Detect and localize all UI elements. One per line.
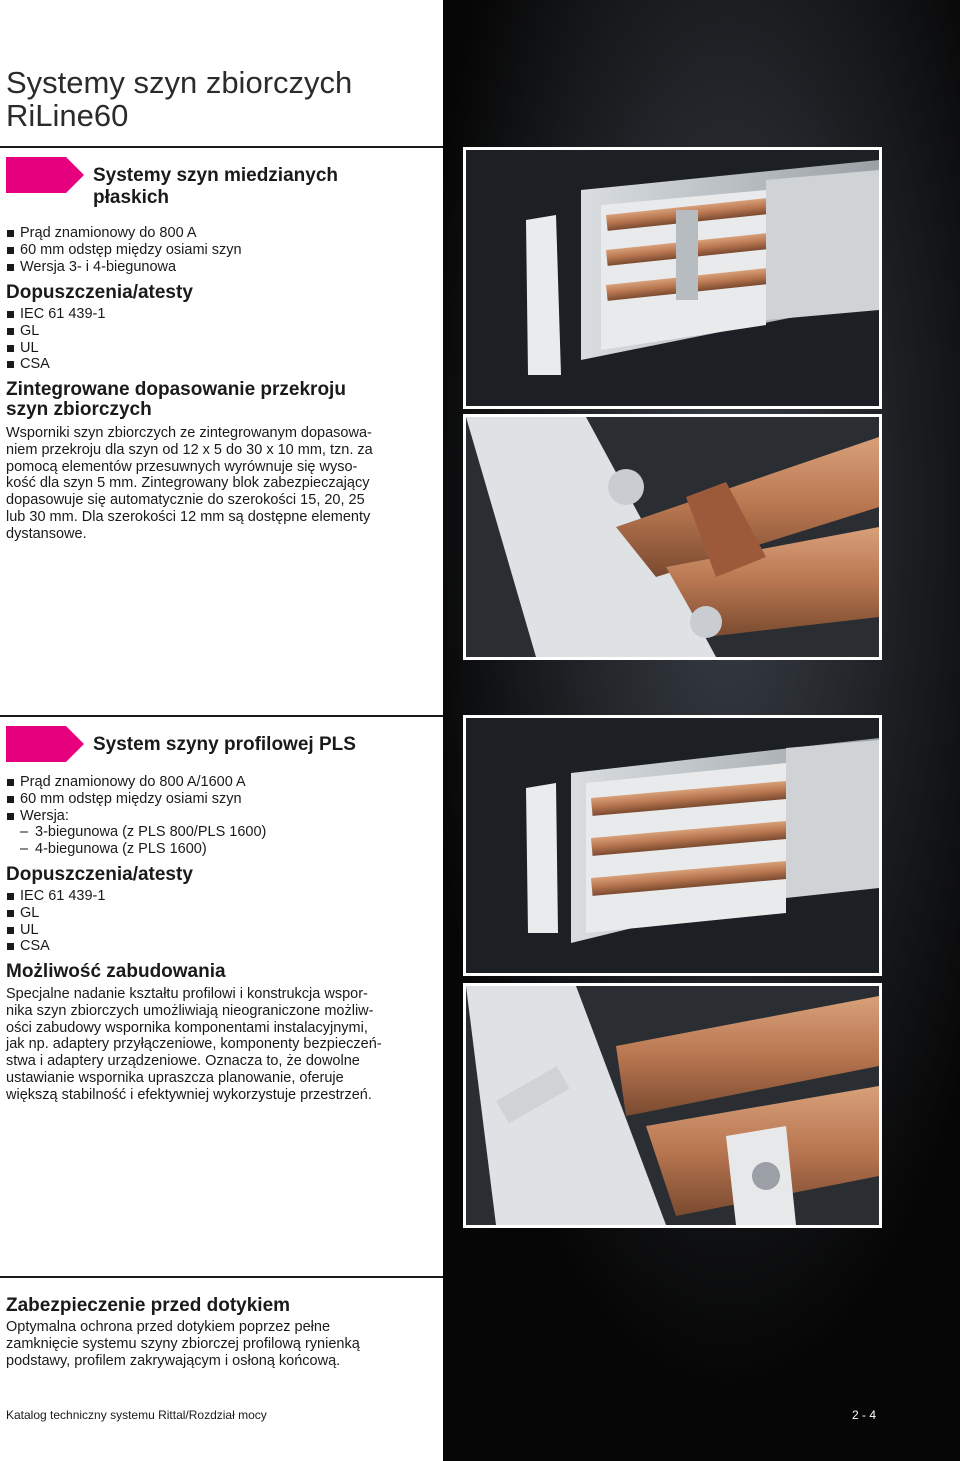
list-item: IEC 61 439-1 (6, 888, 105, 905)
list-item: GL (6, 905, 105, 922)
section2-heading: System szyny profilowej PLS (93, 734, 356, 755)
section2-feature-list (6, 774, 246, 824)
list-item: Prąd znamionowy do 800 A/1600 A (6, 774, 246, 791)
list-item: – 3-biegunowa (z PLS 800/PLS 1600) (6, 824, 266, 841)
list-item: IEC 61 439-1 (6, 306, 105, 323)
page-title: Systemy szyn zbiorczych RiLine60 (6, 65, 353, 133)
section2-mount-heading: Możliwość zabudowania (6, 961, 226, 982)
list-item: – 4-biegunowa (z PLS 1600) (6, 841, 266, 858)
section1-approvals-heading: Dopuszczenia/atesty (6, 282, 193, 303)
section-divider (0, 715, 443, 717)
section3-heading: Zabezpieczenie przed dotykiem (6, 1295, 291, 1316)
section1-heading: Systemy szyn miedzianych płaskich (93, 165, 338, 208)
list-item: 60 mm odstęp między osiami szyn (6, 242, 242, 259)
list-item: CSA (6, 938, 105, 955)
list-item: Wersja 3- i 4-biegunowa (6, 259, 242, 276)
list-item: GL (6, 323, 105, 340)
section-marker-arrow-icon (6, 157, 84, 193)
section1-feature-list (6, 225, 242, 275)
list-item: CSA (6, 356, 105, 373)
section-divider (0, 146, 443, 148)
section3-text: Optymalna ochrona przed dotykiem poprzez pełne zamknięcie systemu szyny zbiorczej profilową rynienką podstawy, profilem zakrywającym i osłoną końcową. (6, 1319, 360, 1369)
list-item: Prąd znamionowy do 800 A (6, 225, 242, 242)
section-marker-arrow-icon (6, 726, 84, 762)
busbar-system-photo (463, 147, 882, 409)
section1-adapt-text: Wsporniki szyn zbiorczych ze zintegrowanym dopasowa- niem przekroju dla szyn od 12 x 5 do 30 x 10 mm, tzn. za pomocą elementów przesuwnych wyrównuje się wyso- kość dla szyn 5 mm. Zintegrowany blok zabezpieczający dopasowuje się automatycznie do szerokości 15, 20, 25 lub 30 mm. Dla szerokości 12 mm są dostępne elementy dystansowe. (6, 425, 373, 542)
section1-adapt-heading: Zintegrowane dopasowanie przekroju szyn zbiorczych (6, 379, 346, 420)
section2-mount-text: Specjalne nadanie kształtu profilowi i konstrukcja wspor- nika szyn zbiorczych umożliwiają nieograniczone możliw- ości zabudowy wspornika komponentami instalacyjnymi, jak np. adaptery przyłączeniowe, komponenty bezpieczeń- stwa i adaptery urządzeniowe. Oznacza to, że dowolne ustawianie wspornika upraszcza planowanie, oferuje większą stabilność i efektywniej wykorzystuje przestrzeń. (6, 986, 382, 1103)
section-divider (0, 1276, 443, 1278)
section2-approvals-heading: Dopuszczenia/atesty (6, 864, 193, 885)
list-item: Wersja: (6, 808, 246, 825)
section2-approvals-list (6, 888, 105, 955)
list-item: 60 mm odstęp między osiami szyn (6, 791, 246, 808)
list-item: UL (6, 922, 105, 939)
pls-system-photo (463, 715, 882, 976)
pls-detail-photo (463, 983, 882, 1228)
busbar-detail-photo (463, 414, 882, 660)
list-item: UL (6, 340, 105, 357)
section2-version-list (6, 824, 266, 858)
footer-catalog-text: Katalog techniczny systemu Rittal/Rozdział mocy (6, 1408, 267, 1422)
section1-approvals-list (6, 306, 105, 373)
page-number: 2 - 4 (852, 1408, 877, 1422)
